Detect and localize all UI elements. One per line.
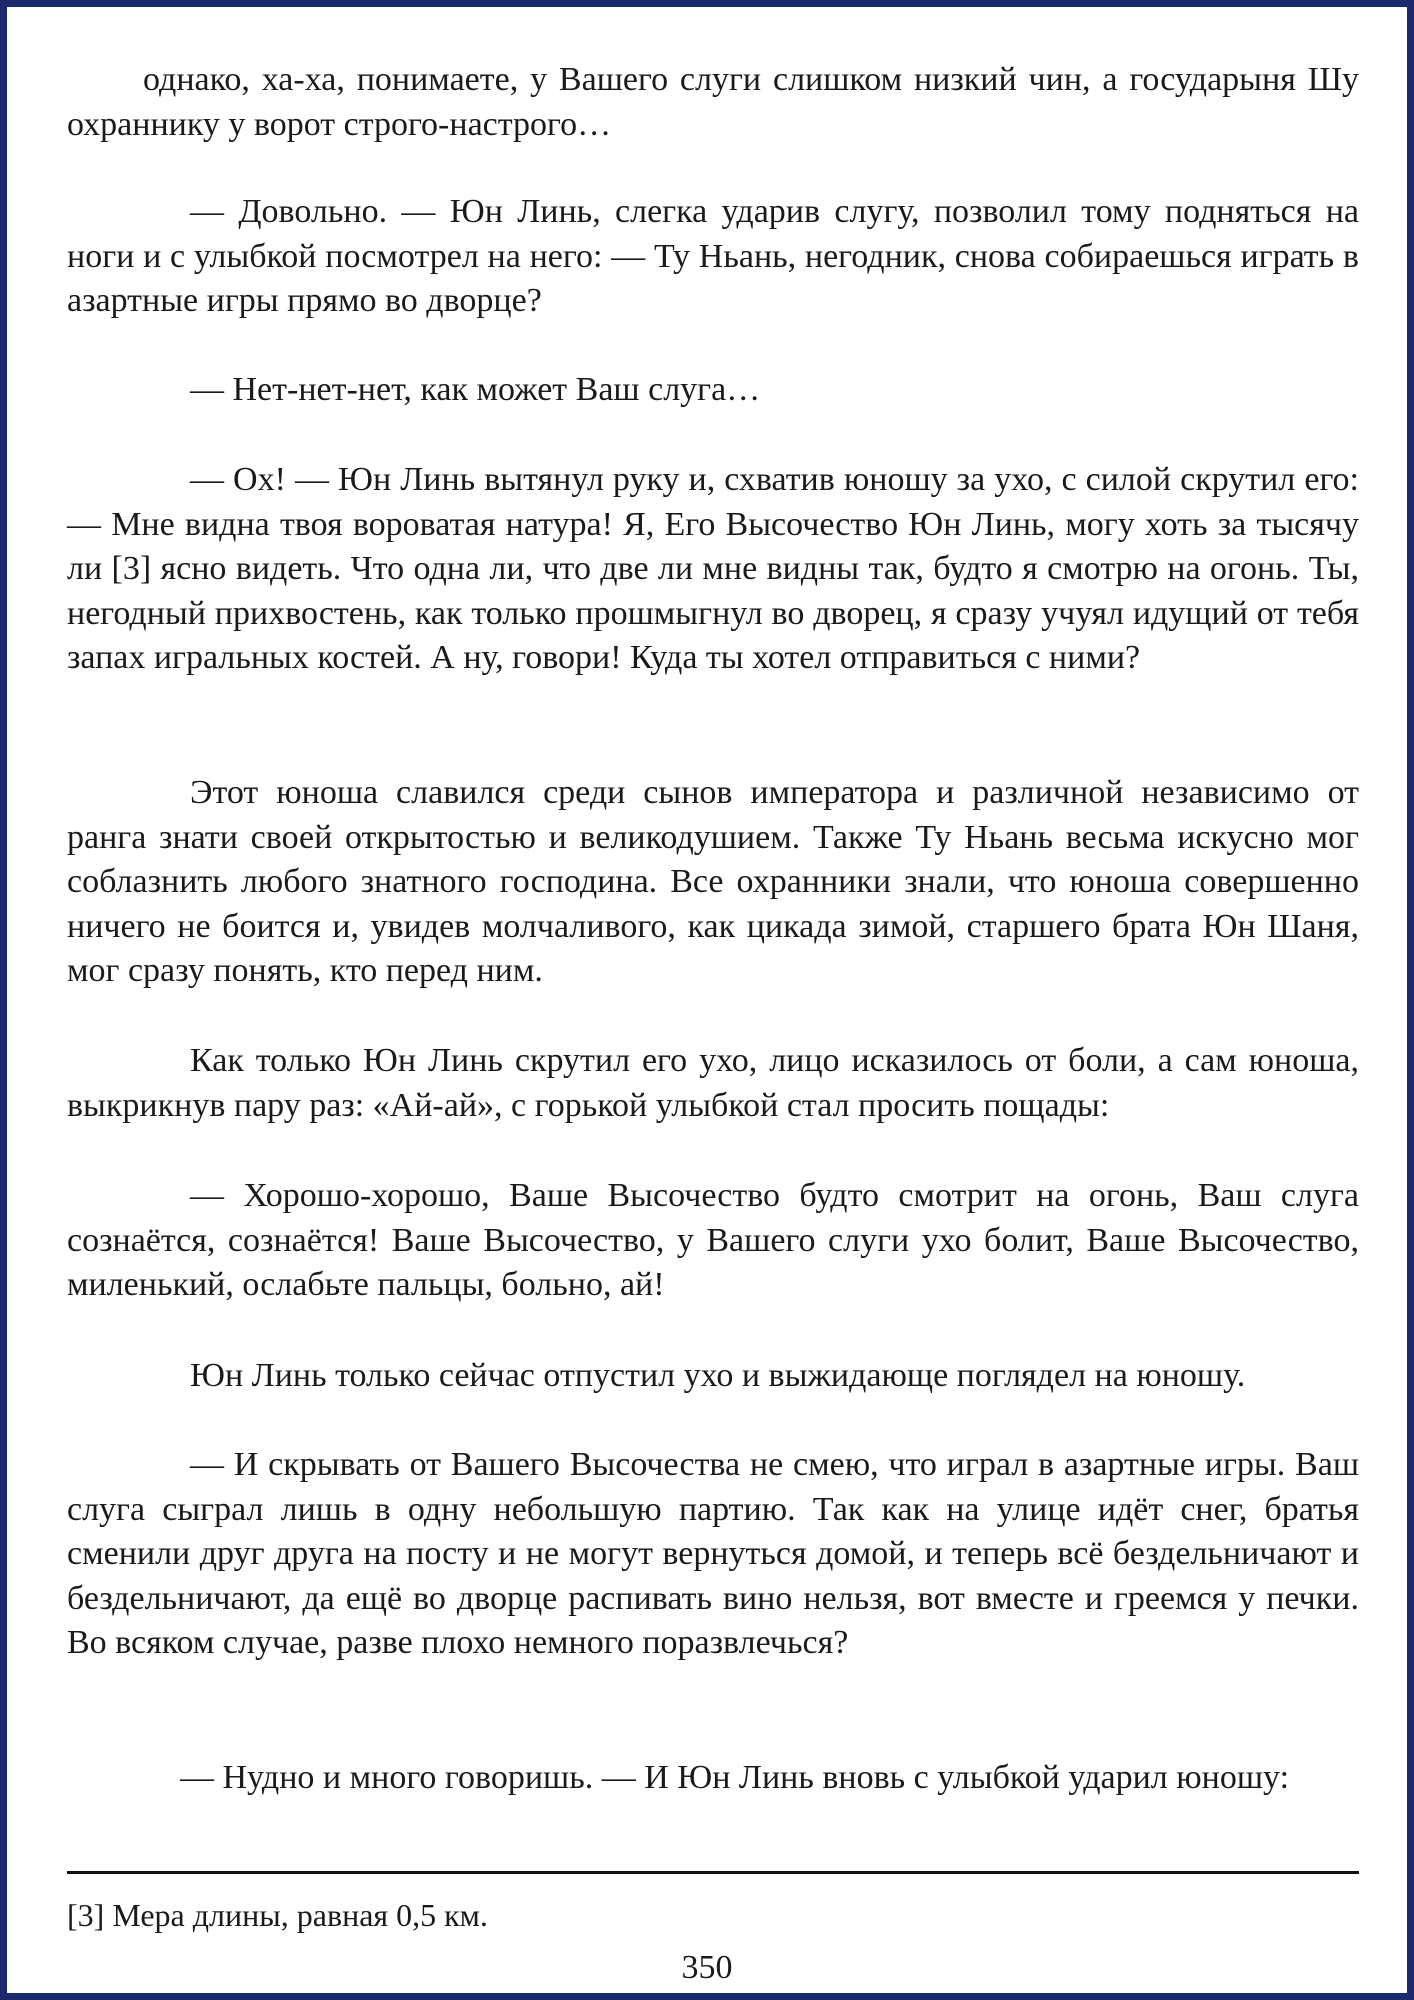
paragraph-2: — Довольно. — Юн Линь, слегка ударив слугу, позволил тому подняться на ноги и с улыбкой посмотрел на него: — Ту Ньань, негодник, снова собираешься играть в азартные игры прямо во дворце? — [67, 193, 1359, 319]
paragraph-7: — Хорошо-хорошо, Ваше Высочество будто смотрит на огонь, Ваш слуга сознаётся, сознаётся! Ваше Высочество, у Вашего слуги ухо болит, Ваше Высочество, миленький, ослабьте пальцы, больно, ай! — [67, 1177, 1359, 1303]
paragraph-9: — И скрывать от Вашего Высочества не смею, что играл в азартные игры. Ваш слуга сыграл лишь в одну небольшую партию. Так как на улице идёт снег, братья сменили друг друга на посту и не могут вернуться домой, и теперь всё бездельничают и бездельничают, да ещё во дворце распивать вино нельзя, вот вместе и греемся у печки. Во всяком случае, разве плохо немного поразвлечься? — [67, 1446, 1359, 1661]
paragraph-8: Юн Линь только сейчас отпустил ухо и выжидающе поглядел на юношу. — [190, 1357, 1246, 1394]
paragraph-3-block — [67, 368, 1359, 413]
paragraph-10: — Нудно и много говоришь. — И Юн Линь вновь с улыбкой ударил юношу: — [180, 1759, 1290, 1796]
paragraph-6-block — [67, 1039, 1359, 1128]
footnote: [3] Мера длины, равная 0,5 км. — [67, 1897, 488, 1933]
paragraph-10-block — [67, 1756, 1359, 1801]
paragraph-3: — Нет-нет-нет, как может Ваш слуга… — [190, 371, 761, 408]
paragraph-1-text: однако, ха-ха, понимаете, у Вашего слуги слишком низкий чин, а государыня Шу охраннику у ворот строго-настрого… — [67, 61, 1359, 143]
paragraph-9-block — [67, 1443, 1359, 1666]
paragraph-7-block — [67, 1174, 1359, 1308]
paragraph-2-block — [67, 190, 1359, 324]
footnote-separator — [67, 1871, 1359, 1874]
paragraph-4: — Ох! — Юн Линь вытянул руку и, схватив юношу за ухо, с силой скрутил его: — Мне видна твоя вороватая натура! Я, Его Высочество Юн Линь, могу хоть за тысячу ли [3] ясно видеть. Что одна ли, что две ли мне видны так, будто я смотрю на огонь. Ты, негодный прихвостень, как только прошмыгнул во дворец, я сразу учуял идущий от тебя запах игральных костей. А ну, говори! Куда ты хотел отправиться с ними? — [67, 461, 1359, 676]
page-number: 350 — [681, 1949, 733, 1986]
paragraph-1 — [67, 58, 1359, 147]
paragraph-5: Этот юноша славился среди сынов императора и различной независимо от ранга знати своей открытостью и великодушием. Также Ту Ньань весьма искусно мог соблазнить любого знатного господина. Все охранники знали, что юноша совершенно ничего не боится и, увидев молчаливого, как цикада зимой, старшего брата Юн Шаня, мог сразу понять, кто перед ним. — [67, 774, 1359, 989]
paragraph-5-block — [67, 771, 1359, 994]
paragraph-4-block — [67, 458, 1359, 681]
paragraph-8-block — [67, 1354, 1359, 1399]
paragraph-6: Как только Юн Линь скрутил его ухо, лицо исказилось от боли, а сам юноша, выкрикнув пару раз: «Ай-ай», с горькой улыбкой стал просить пощады: — [67, 1042, 1359, 1124]
